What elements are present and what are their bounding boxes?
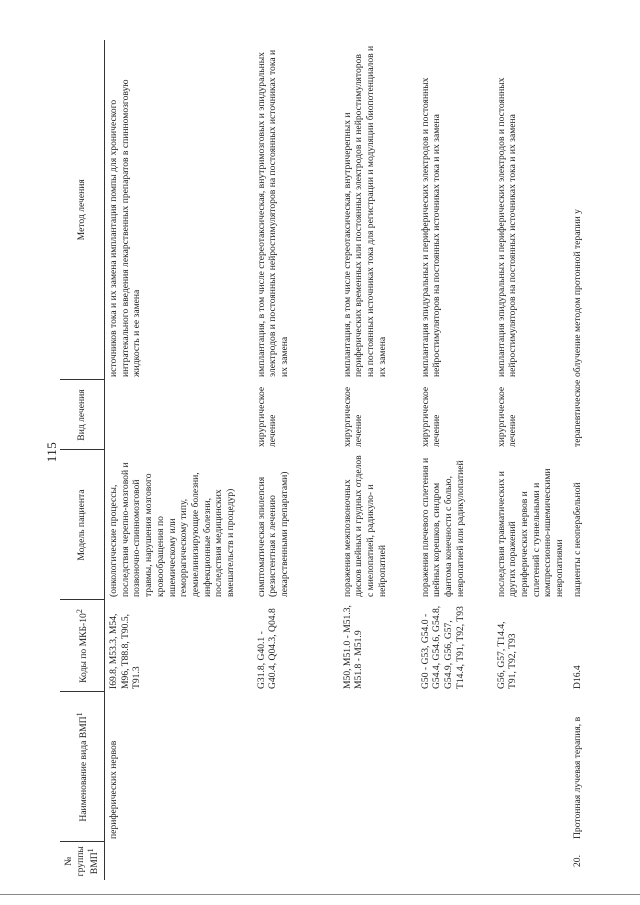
table-row <box>493 40 569 880</box>
cell-treatment-type <box>105 380 253 450</box>
cell-group-no <box>493 842 569 880</box>
cell-vmp-name: периферических нервов <box>108 740 119 839</box>
cell-treatment-method: источников тока и их замена имплантация помпы для хронического интратекального введения лекарственных препаратов в спинномозговую жидкость и ее замена <box>108 79 143 377</box>
cell-vmp-name <box>339 692 417 842</box>
vmp-table <box>60 40 599 880</box>
table-rotator <box>60 40 600 880</box>
cell-treatment-type: хирургическое лечение <box>255 386 279 447</box>
cell-treatment-type: хирургическое лечение <box>495 386 519 447</box>
header-treatment-method: Метод лечения <box>60 40 105 380</box>
page-number: 115 <box>44 441 59 463</box>
header-treatment-type: Вид лечения <box>60 380 105 450</box>
cell-patient-model: поражения межпозвоночных дисков шейных и грудных отделов с миелопатией, радикуло- и нейропатией <box>341 455 388 597</box>
cell-icd-codes: G31.8, G40.1 - G40.4, Q04.3, Q04.8 <box>255 608 279 689</box>
table-row <box>569 40 599 880</box>
cell-icd-codes: M50, M51.0 - M51.3, M51.8 - M51.9 <box>341 605 365 689</box>
cell-treatment-type: хирургическое лечение <box>419 386 443 447</box>
cell-group-no <box>339 842 417 880</box>
cell-treatment-type: терапевтическое <box>571 379 583 447</box>
cell-vmp-name <box>417 692 493 842</box>
cell-icd-codes: D16.4 <box>571 665 583 689</box>
cell-patient-model: поражения плечевого сплетения и шейных корешков, синдром фантома конечности с болью, невропатией или радикулопатией <box>419 457 466 597</box>
cell-group-no <box>105 842 253 880</box>
cell-patient-model: (онкологические процессы, последствия черепно-мозговой и позвоночно-спинномозговой травмы, нарушения мозгового кровообращения по ишемическому или геморрагическому типу, демиелинизирующие болезни, инфекционные болезни, последствия медицинских вмешательств и процедур) <box>108 462 237 597</box>
header-icd-codes: Коды по МКБ-$10^2$ <box>60 600 105 692</box>
cell-patient-model: пациенты с неоперабельной <box>571 482 583 597</box>
cell-treatment-type: хирургическое лечение <box>341 386 365 447</box>
header-vmp-name: Наименование вида ВМП$^1$ <box>60 692 105 842</box>
table-row <box>253 40 339 880</box>
cell-icd-codes: G56, G57, T14.4, T91, T92, T93 <box>495 621 519 689</box>
table-row <box>417 40 493 880</box>
header-group-no: № группы ВМП$^1$ <box>60 842 105 880</box>
cell-treatment-method: облучение методом протонной терапии у <box>571 209 583 377</box>
cell-group-no <box>417 842 493 880</box>
cell-treatment-method: имплантация, в том числе стереотаксическая, внутримозговых и эпидуральных электродов и постоянных нейростимуляторов на постоянных источниках тока и их замена <box>255 49 290 377</box>
cell-patient-model: последствия травматических и других поражений периферических нервов и сплетений с туннельными и компрессионно-ишемическими невропатиями <box>495 468 566 597</box>
cell-treatment-method: имплантация эпидуральных и периферических электродов и постоянных нейростимуляторов на постоянных источниках тока и их замена <box>495 77 519 377</box>
cell-icd-codes: G50 - G53, G54.0 - G54.4, G54.6, G54.8, G54.9, G56, G57, T14.4, T91, T92, T93 <box>419 605 466 689</box>
cell-vmp-name <box>493 692 569 842</box>
cell-treatment-method: имплантация, в том числе стереотаксическая, внутричерепных и периферических временных или постоянных электродов и нейростимуляторов на постоянных источниках тока для регистрации и модуляции биопотенциалов и их замена <box>341 45 388 377</box>
cell-vmp-name: Протонная лучевая терапия, в <box>571 716 583 839</box>
table-sheet <box>60 40 600 880</box>
cell-group-no <box>253 842 339 880</box>
cell-icd-codes: I69.8, M53.3, M54, M96, T88.8, T90.5, T91.3 <box>108 613 143 689</box>
header-patient-model: Модель пациента <box>60 450 105 600</box>
table-row <box>339 40 417 880</box>
cell-vmp-name <box>253 692 339 842</box>
cell-group-no: 20. <box>571 855 583 867</box>
table-row <box>105 40 253 880</box>
cell-patient-model: симптоматическая эпилепсия (резистентная к лечению лекарственными препаратами) <box>255 471 290 597</box>
cell-treatment-method: имплантация эпидуральных и периферических электродов и постоянных нейростимуляторов на постоянных источниках тока и их замена <box>419 77 443 377</box>
bottom-rule <box>0 894 640 895</box>
table-header-row <box>60 40 105 880</box>
